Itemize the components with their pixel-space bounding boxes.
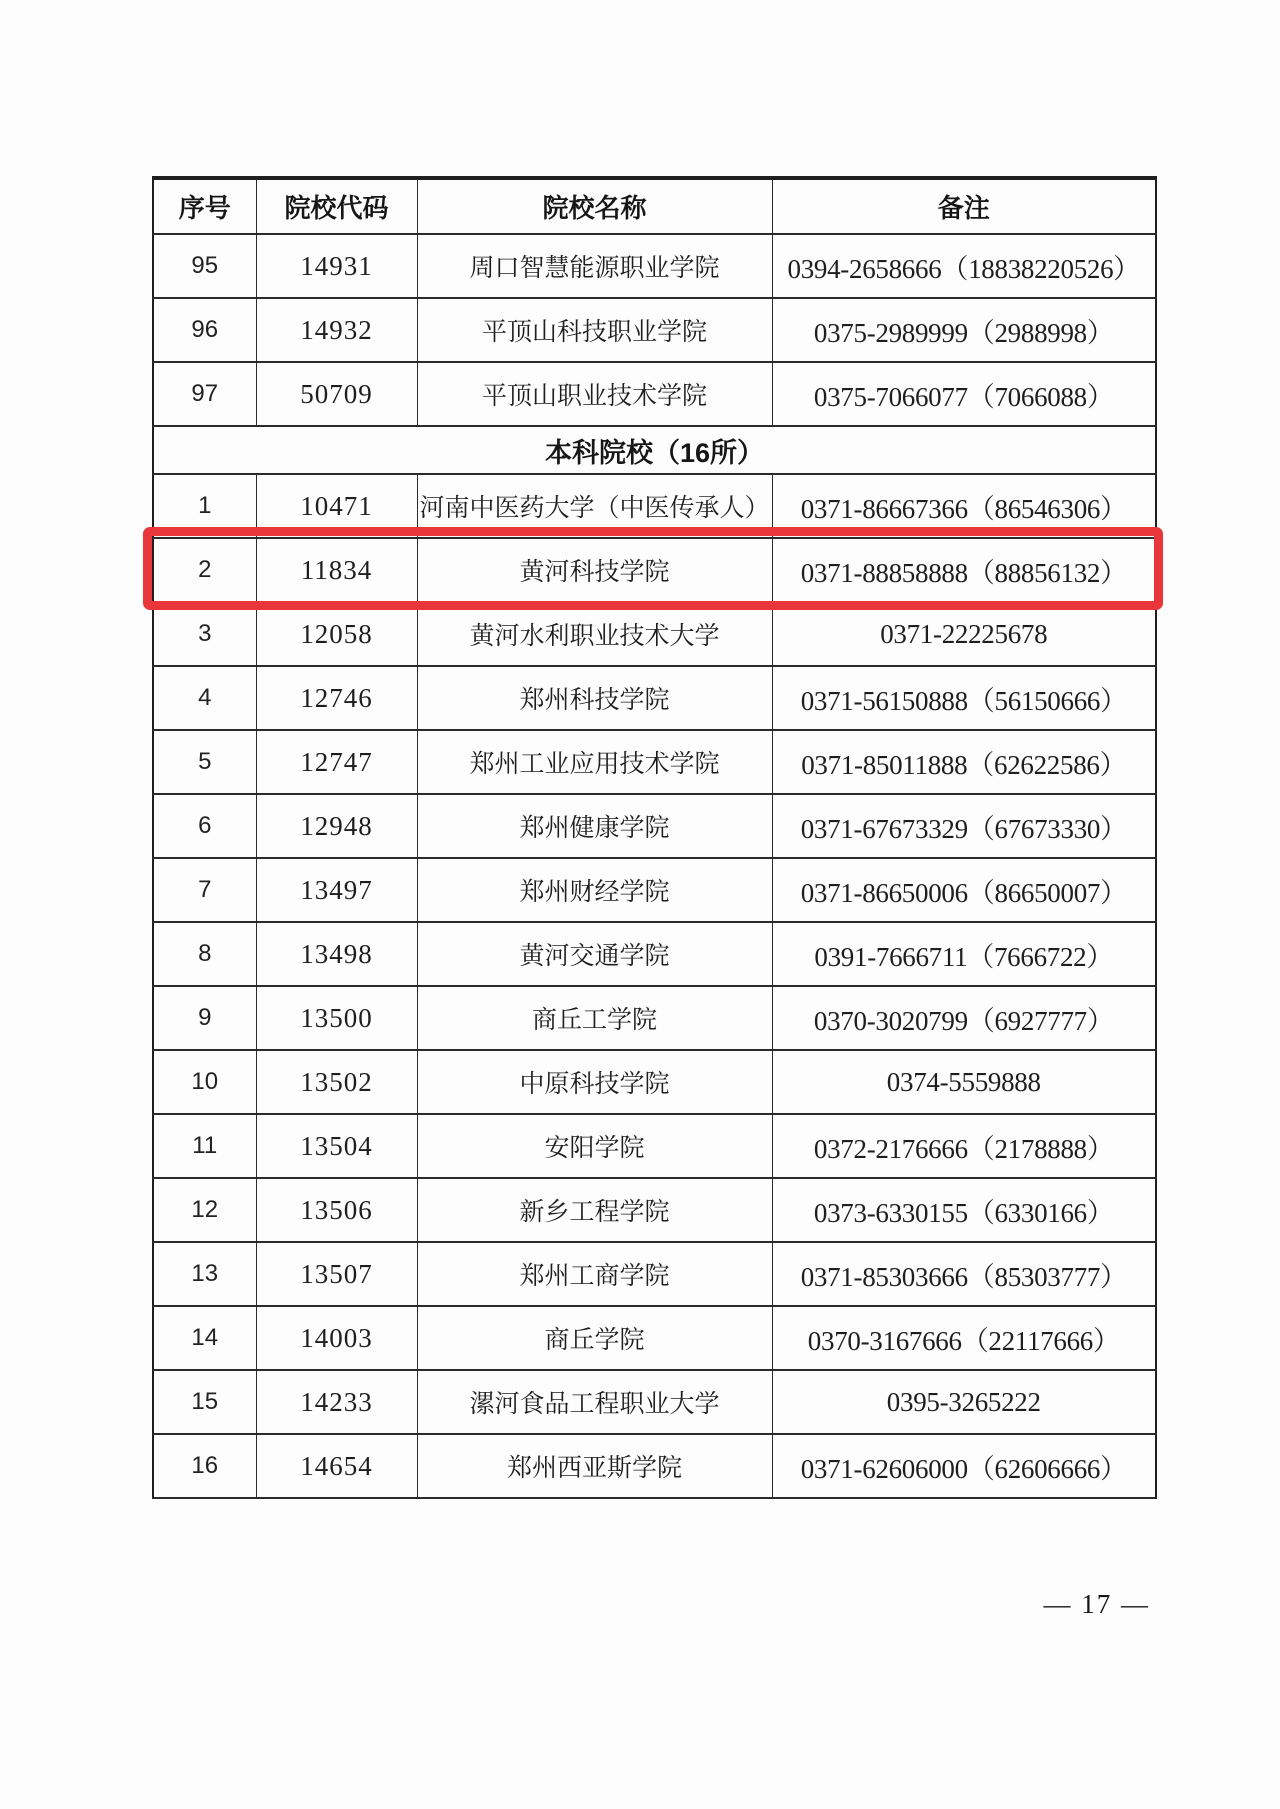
table-row — [153, 234, 1156, 298]
cell-code: 14932 — [256, 298, 417, 362]
table-row — [153, 298, 1156, 362]
cell-name: 中原科技学院 — [417, 1050, 772, 1114]
cell-name: 黄河科技学院 — [417, 538, 772, 602]
table-row — [153, 1114, 1156, 1178]
cell-code: 12746 — [256, 666, 417, 730]
cell-remark: 0371-22225678 — [772, 602, 1156, 666]
cell-name: 郑州健康学院 — [417, 794, 772, 858]
cell-seq: 15 — [153, 1370, 256, 1434]
cell-remark: 0371-62606000（62606666） — [772, 1434, 1156, 1498]
section-header-label: 本科院校（16所） — [153, 426, 1156, 474]
cell-name: 漯河食品工程职业大学 — [417, 1370, 772, 1434]
cell-name: 黄河水利职业技术大学 — [417, 602, 772, 666]
table-header-row — [153, 178, 1156, 234]
cell-seq: 5 — [153, 730, 256, 794]
cell-seq: 13 — [153, 1242, 256, 1306]
table-row — [153, 1370, 1156, 1434]
cell-code: 14654 — [256, 1434, 417, 1498]
table-body — [153, 234, 1156, 1498]
table-row — [153, 1306, 1156, 1370]
table-row — [153, 474, 1156, 538]
cell-code: 14233 — [256, 1370, 417, 1434]
cell-code: 12747 — [256, 730, 417, 794]
cell-code: 13500 — [256, 986, 417, 1050]
table-row — [153, 666, 1156, 730]
cell-name: 郑州工商学院 — [417, 1242, 772, 1306]
cell-name: 郑州科技学院 — [417, 666, 772, 730]
table-row — [153, 1050, 1156, 1114]
table-row — [153, 1242, 1156, 1306]
cell-name: 郑州工业应用技术学院 — [417, 730, 772, 794]
cell-seq: 14 — [153, 1306, 256, 1370]
cell-remark: 0371-85011888（62622586） — [772, 730, 1156, 794]
cell-code: 13507 — [256, 1242, 417, 1306]
cell-seq: 9 — [153, 986, 256, 1050]
cell-code: 13502 — [256, 1050, 417, 1114]
table-row — [153, 538, 1156, 602]
table-row — [153, 1434, 1156, 1498]
cell-remark: 0391-7666711（7666722） — [772, 922, 1156, 986]
cell-seq: 4 — [153, 666, 256, 730]
cell-code: 13497 — [256, 858, 417, 922]
cell-seq: 12 — [153, 1178, 256, 1242]
cell-remark: 0370-3167666（22117666） — [772, 1306, 1156, 1370]
cell-code: 14003 — [256, 1306, 417, 1370]
cell-name: 周口智慧能源职业学院 — [417, 234, 772, 298]
cell-code: 13506 — [256, 1178, 417, 1242]
cell-remark: 0373-6330155（6330166） — [772, 1178, 1156, 1242]
college-table-wrap — [152, 176, 1155, 1499]
cell-remark: 0371-86667366（86546306） — [772, 474, 1156, 538]
cell-name: 商丘工学院 — [417, 986, 772, 1050]
table-row — [153, 922, 1156, 986]
cell-seq: 97 — [153, 362, 256, 426]
cell-remark: 0395-3265222 — [772, 1370, 1156, 1434]
cell-remark: 0371-67673329（67673330） — [772, 794, 1156, 858]
cell-name: 郑州财经学院 — [417, 858, 772, 922]
cell-seq: 7 — [153, 858, 256, 922]
cell-code: 13504 — [256, 1114, 417, 1178]
cell-name: 郑州西亚斯学院 — [417, 1434, 772, 1498]
section-header-row — [153, 426, 1156, 474]
header-code: 院校代码 — [256, 178, 417, 234]
cell-name: 商丘学院 — [417, 1306, 772, 1370]
cell-seq: 8 — [153, 922, 256, 986]
cell-seq: 11 — [153, 1114, 256, 1178]
cell-code: 13498 — [256, 922, 417, 986]
header-seq: 序号 — [153, 178, 256, 234]
cell-remark: 0375-7066077（7066088） — [772, 362, 1156, 426]
cell-remark: 0371-86650006（86650007） — [772, 858, 1156, 922]
cell-seq: 1 — [153, 474, 256, 538]
cell-seq: 95 — [153, 234, 256, 298]
cell-seq: 96 — [153, 298, 256, 362]
table-row — [153, 1178, 1156, 1242]
cell-seq: 16 — [153, 1434, 256, 1498]
cell-code: 12058 — [256, 602, 417, 666]
table-row — [153, 602, 1156, 666]
cell-remark: 0371-56150888（56150666） — [772, 666, 1156, 730]
table-row — [153, 362, 1156, 426]
cell-seq: 10 — [153, 1050, 256, 1114]
table-row — [153, 730, 1156, 794]
cell-remark: 0371-85303666（85303777） — [772, 1242, 1156, 1306]
cell-code: 10471 — [256, 474, 417, 538]
table-row — [153, 986, 1156, 1050]
cell-remark: 0370-3020799（6927777） — [772, 986, 1156, 1050]
cell-code: 12948 — [256, 794, 417, 858]
table-row — [153, 858, 1156, 922]
cell-name: 平顶山科技职业学院 — [417, 298, 772, 362]
header-remark: 备注 — [772, 178, 1156, 234]
cell-remark: 0394-2658666（18838220526） — [772, 234, 1156, 298]
cell-name: 河南中医药大学（中医传承人） — [417, 474, 772, 538]
college-table — [152, 176, 1157, 1499]
cell-remark: 0374-5559888 — [772, 1050, 1156, 1114]
cell-remark: 0375-2989999（2988998） — [772, 298, 1156, 362]
cell-remark: 0372-2176666（2178888） — [772, 1114, 1156, 1178]
cell-name: 平顶山职业技术学院 — [417, 362, 772, 426]
page-number: — 17 — — [1043, 1589, 1150, 1619]
header-name: 院校名称 — [417, 178, 772, 234]
cell-seq: 2 — [153, 538, 256, 602]
cell-code: 50709 — [256, 362, 417, 426]
cell-name: 安阳学院 — [417, 1114, 772, 1178]
table-row — [153, 794, 1156, 858]
cell-code: 11834 — [256, 538, 417, 602]
cell-remark: 0371-88858888（88856132） — [772, 538, 1156, 602]
cell-name: 新乡工程学院 — [417, 1178, 772, 1242]
cell-name: 黄河交通学院 — [417, 922, 772, 986]
cell-seq: 3 — [153, 602, 256, 666]
cell-code: 14931 — [256, 234, 417, 298]
cell-seq: 6 — [153, 794, 256, 858]
